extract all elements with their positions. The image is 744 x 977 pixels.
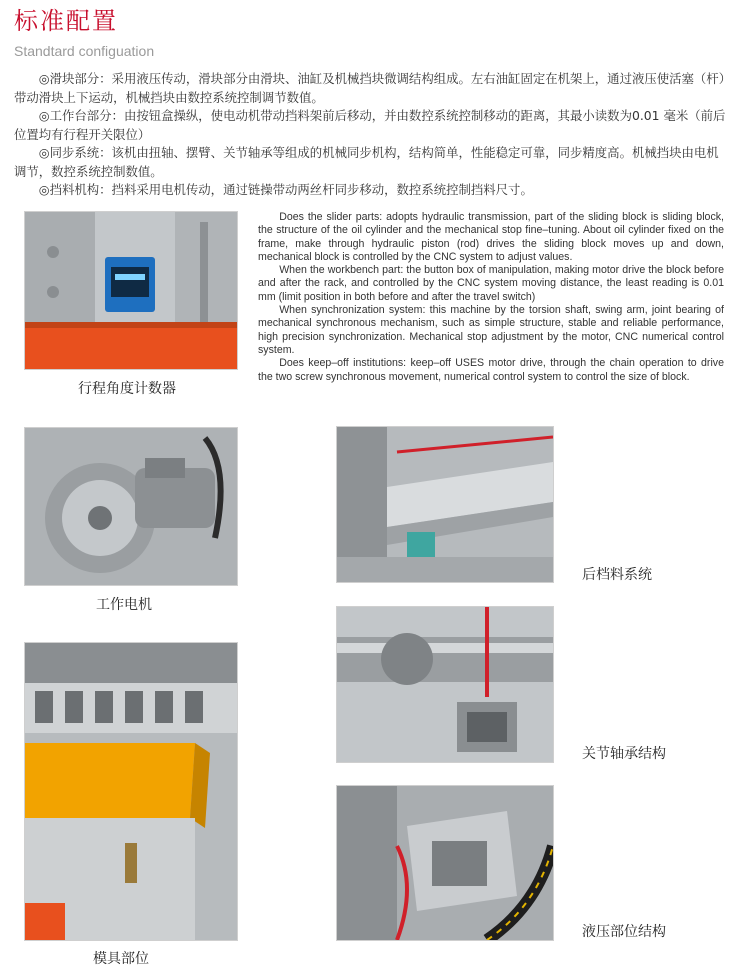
backgauge-photo <box>336 426 554 583</box>
intro-paragraph: ◎挡料机构：挡料采用电机传动，通过链操带动两丝杆同步移动，数控系统控制挡料尺寸。 <box>38 182 533 197</box>
intro-paragraph: ◎同步系统：该机由扭轴、摆臂、关节轴承等组成的机械同步机构，结构简单，性能稳定可靠，同步精度高。机械挡块由电机调节，数控系统控制数值。 <box>14 145 719 179</box>
mold-part-photo <box>24 642 238 941</box>
intro-paragraph: ◎工作台部分：由按钮盒操纵，使电动机带动挡料架前后移动，并由数控系统控制移动的距离，其最小读数为0.01 毫米（前后位置均有行程开关限位） <box>14 108 726 142</box>
mold-part-caption: 模具部位 <box>93 951 149 967</box>
hydraulic-photo <box>336 785 554 941</box>
english-paragraph: When synchronization system: this machine by the torsion shaft, swing arm, joint bearing of mechanical synchronous mechanism, such as simple structure, stable and reliable performance, high precision synchronization. Mechanical stop adjustment by the motor, CNC numerical control system. <box>258 304 724 356</box>
hydraulic-caption: 液压部位结构 <box>582 924 666 940</box>
work-motor-caption: 工作电机 <box>96 597 152 613</box>
stroke-counter-photo <box>24 211 238 370</box>
intro-text <box>14 70 730 200</box>
joint-bearing-photo <box>336 606 554 763</box>
stroke-counter-caption: 行程角度计数器 <box>78 381 176 397</box>
intro-paragraph: ◎滑块部分：采用液压传动，滑块部分由滑块、油缸及机械挡块微调结构组成。左右油缸固定在机架上，通过液压使活塞（杆）带动滑块上下运动，机械挡块由数控系统控制调节数值。 <box>14 71 725 105</box>
joint-bearing-caption: 关节轴承结构 <box>582 746 666 762</box>
english-paragraph: Does the slider parts: adopts hydraulic transmission, part of the sliding block is sliding block, the structure of the oil cylinder and the mechanical stop fine–tuning. About oil cylinder fixed on the frame, make through hydraulic piston (rod) drives the sliding block moves up and down, mechanical block is controlled by the CNC system to adjust values. <box>258 211 724 263</box>
english-text <box>258 211 724 384</box>
english-paragraph: Does keep–off institutions: keep–off USES motor drive, through the chain operation to drive the two screw synchronous movement, numerical control system to control the size of block. <box>258 357 724 383</box>
page-title: 标准配置 <box>14 7 118 35</box>
page-subtitle: Standtard configuation <box>14 43 155 59</box>
english-paragraph: When the workbench part: the button box of manipulation, making motor drive the block before and after the rack, and controlled by the CNC system moving distance, the least reading is 0.01 mm (limit position in both before and after the travel switch) <box>258 264 724 303</box>
work-motor-photo <box>24 427 238 586</box>
backgauge-caption: 后档料系统 <box>582 567 652 583</box>
